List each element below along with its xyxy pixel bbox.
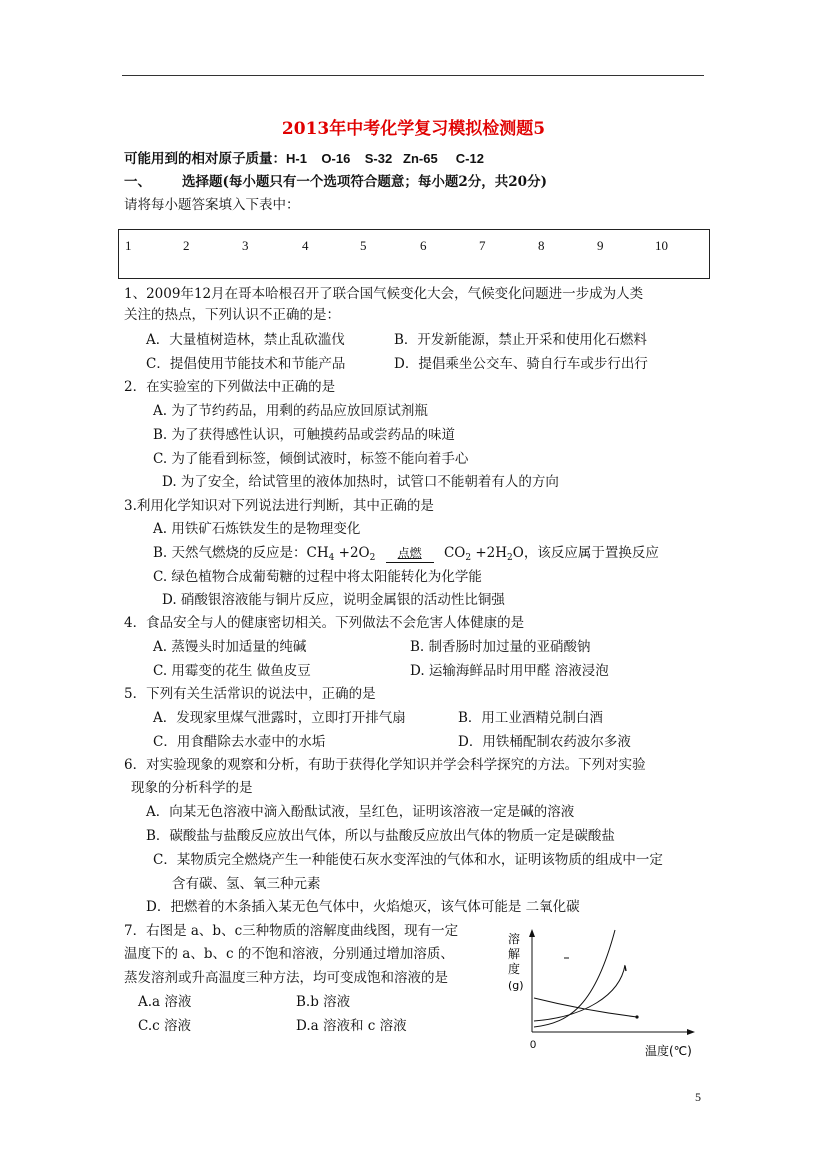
- header-rule: [122, 75, 704, 76]
- answer-cell-number: 9: [597, 238, 604, 253]
- q7-option-d: D.a 溶液和 c 溶液: [296, 1018, 407, 1034]
- page-title: 2013年中考化学复习模拟检测题5: [281, 119, 546, 139]
- q2-option-c: C. 为了能看到标签，倾倒试液时，标签不能向着手心: [153, 451, 469, 467]
- q3-b-sub: 4: [328, 553, 335, 563]
- curve-c-end-mark: [635, 1015, 638, 1018]
- section-instruction: 请将每小题答案填入下表中：: [124, 197, 300, 213]
- q3-option-d: D. 硝酸银溶液能与铜片反应，说明金属银的活动性比铜强: [162, 592, 505, 608]
- y-axis-label-char: 度: [508, 962, 521, 976]
- q6-option-d: D．把燃着的木条插入某无色气体中，火焰熄灭，该气体可能是 二氧化碳: [146, 899, 580, 915]
- q7-stem-line2: 温度下的 a、b、c 的不饱和溶液，分别通过增加溶质、: [124, 946, 454, 962]
- section-title: 选择题(每小题只有一个选项符合题意；每小题2分，共20分): [182, 174, 547, 190]
- q6-stem-line1: 6．对实验现象的观察和分析，有助于获得化学知识并学会科学探究的方法。下列对实验: [124, 757, 646, 773]
- x-axis-label: 温度(℃): [645, 1044, 692, 1058]
- q1-option-d: D．提倡乘坐公交车、骑自行车或步行出行: [394, 356, 648, 372]
- q7-option-b: B.b 溶液: [296, 994, 351, 1010]
- answer-cell-number: 8: [538, 238, 545, 253]
- q1-stem-line1: 1、2009年12月在哥本哈根召开了联合国气候变化大会，气候变化问题进一步成为人类: [124, 286, 644, 302]
- q7-stem-line1: 7．右图是 a、b、c三种物质的溶解度曲线图，现有一定: [124, 923, 459, 939]
- q4-option-b: B. 制香肠时加过量的亚硝酸钠: [410, 639, 591, 655]
- solubility-graph: [500, 925, 700, 1065]
- q3-option-c: C. 绿色植物合成葡萄糖的过程中将太阳能转化为化学能: [153, 569, 482, 585]
- q5-option-a: A．发现家里煤气泄露时，立即打开排气扇: [153, 710, 406, 726]
- q7-stem-line3: 蒸发溶剂或升高温度三种方法，均可变成饱和溶液的是: [124, 970, 448, 986]
- answer-cell-number: 3: [242, 238, 249, 253]
- q1-option-b: B．开发新能源，禁止开采和使用化石燃料: [394, 332, 647, 348]
- answer-cell-number: 7: [479, 238, 486, 253]
- answer-cell-number: 1: [125, 238, 132, 253]
- x-axis-arrow-icon: [687, 1029, 695, 1035]
- q2-option-a: A. 为了节约药品，用剩的药品应放回原试剂瓶: [153, 403, 428, 419]
- q5-stem: 5．下列有关生活常识的说法中，正确的是: [124, 686, 376, 702]
- answer-cell-number: 5: [360, 238, 367, 253]
- q5-option-d: D．用铁桶配制农药波尔多液: [458, 734, 631, 750]
- q1-stem-line2: 关注的热点，下列认识不正确的是：: [124, 307, 340, 323]
- q1-option-c: C．提倡使用节能技术和节能产品: [146, 356, 346, 372]
- q3-b-mid: +2O: [334, 545, 370, 561]
- q6-option-a: A．向某无色溶液中滴入酚酞试液，呈红色，证明该溶液一定是碱的溶液: [146, 804, 575, 820]
- atomic-mass-values: H-1 O-16 S-32 Zn-65 C-12: [286, 151, 484, 166]
- q2-option-b: B. 为了获得感性认识，可触摸药品或尝药品的味道: [153, 427, 456, 443]
- y-axis-arrow-icon: [529, 929, 535, 937]
- y-axis-label-char: 溶: [508, 932, 521, 946]
- q3-option-b: [153, 544, 659, 567]
- q3-b-prefix: B. 天然气燃烧的反应是：CH: [153, 545, 329, 561]
- equals-line: [386, 562, 434, 563]
- q3-b-condition: 点燃: [397, 546, 422, 560]
- q5-option-b: B．用工业酒精兑制白酒: [458, 710, 603, 726]
- q7-option-c: C.c 溶液: [138, 1018, 191, 1034]
- q6-stem-line2: 现象的分析科学的是: [131, 780, 253, 796]
- q4-option-a: A. 蒸馒头时加适量的纯碱: [153, 639, 307, 655]
- q3-stem: 3.利用化学知识对下列说法进行判断，其中正确的是: [124, 498, 434, 514]
- q3-option-a: A. 用铁矿石炼铁发生的是物理变化: [153, 521, 361, 537]
- answer-cell-number: 10: [655, 238, 668, 253]
- q3-b-sub: 2: [507, 553, 513, 563]
- answer-table: [118, 229, 710, 279]
- curve-c: [534, 998, 637, 1017]
- q6-option-c-line2: 含有碳、氢、氧三种元素: [172, 876, 321, 892]
- q3-b-mid: +2H: [471, 545, 508, 561]
- curve-mark: [625, 966, 626, 971]
- q6-option-c-line1: C．某物质完全燃烧产生一种能使石灰水变浑浊的气体和水，证明该物质的组成中一定: [153, 852, 663, 868]
- q2-stem: 2．在实验室的下列做法中正确的是: [124, 379, 336, 395]
- q3-b-suffix: O，该反应属于置换反应: [512, 545, 659, 561]
- q3-b-reaction-arrow: [386, 544, 434, 562]
- q5-option-c: C．用食醋除去水壶中的水垢: [153, 734, 326, 750]
- atomic-mass-label: 可能用到的相对原子质量：: [124, 151, 286, 167]
- page-number: 5: [695, 1090, 701, 1104]
- q2-option-d: D. 为了安全，给试管里的液体加热时，试管口不能朝着有人的方向: [162, 474, 559, 490]
- q7-option-a: A.a 溶液: [138, 994, 192, 1010]
- atomic-mass-line: [124, 150, 484, 168]
- q3-b-sub: 2: [465, 553, 472, 563]
- q4-stem: 4．食品安全与人的健康密切相关。下列做法不会危害人体健康的是: [124, 615, 525, 631]
- answer-cell-number: 2: [183, 238, 190, 253]
- y-axis-label-char: 解: [508, 947, 521, 961]
- answer-cell-number: 4: [302, 238, 309, 253]
- q3-b-mid: CO: [443, 545, 466, 561]
- q3-b-sub: 2: [369, 553, 376, 563]
- answer-cell-number: 6: [420, 238, 427, 253]
- curve-b: [534, 965, 625, 1021]
- q6-option-b: B．碳酸盐与盐酸反应放出气体，所以与盐酸反应放出气体的物质一定是碳酸盐: [146, 828, 615, 844]
- q4-option-d: D. 运输海鲜品时用甲醛 溶液浸泡: [410, 663, 609, 679]
- graph-origin-label: 0: [530, 1039, 537, 1051]
- q1-option-a: A．大量植树造林，禁止乱砍滥伐: [146, 332, 345, 348]
- section-number: 一、: [124, 174, 151, 190]
- y-axis-label-unit: (g): [508, 979, 524, 992]
- q4-option-c: C. 用霉变的花生 做鱼皮豆: [153, 663, 311, 679]
